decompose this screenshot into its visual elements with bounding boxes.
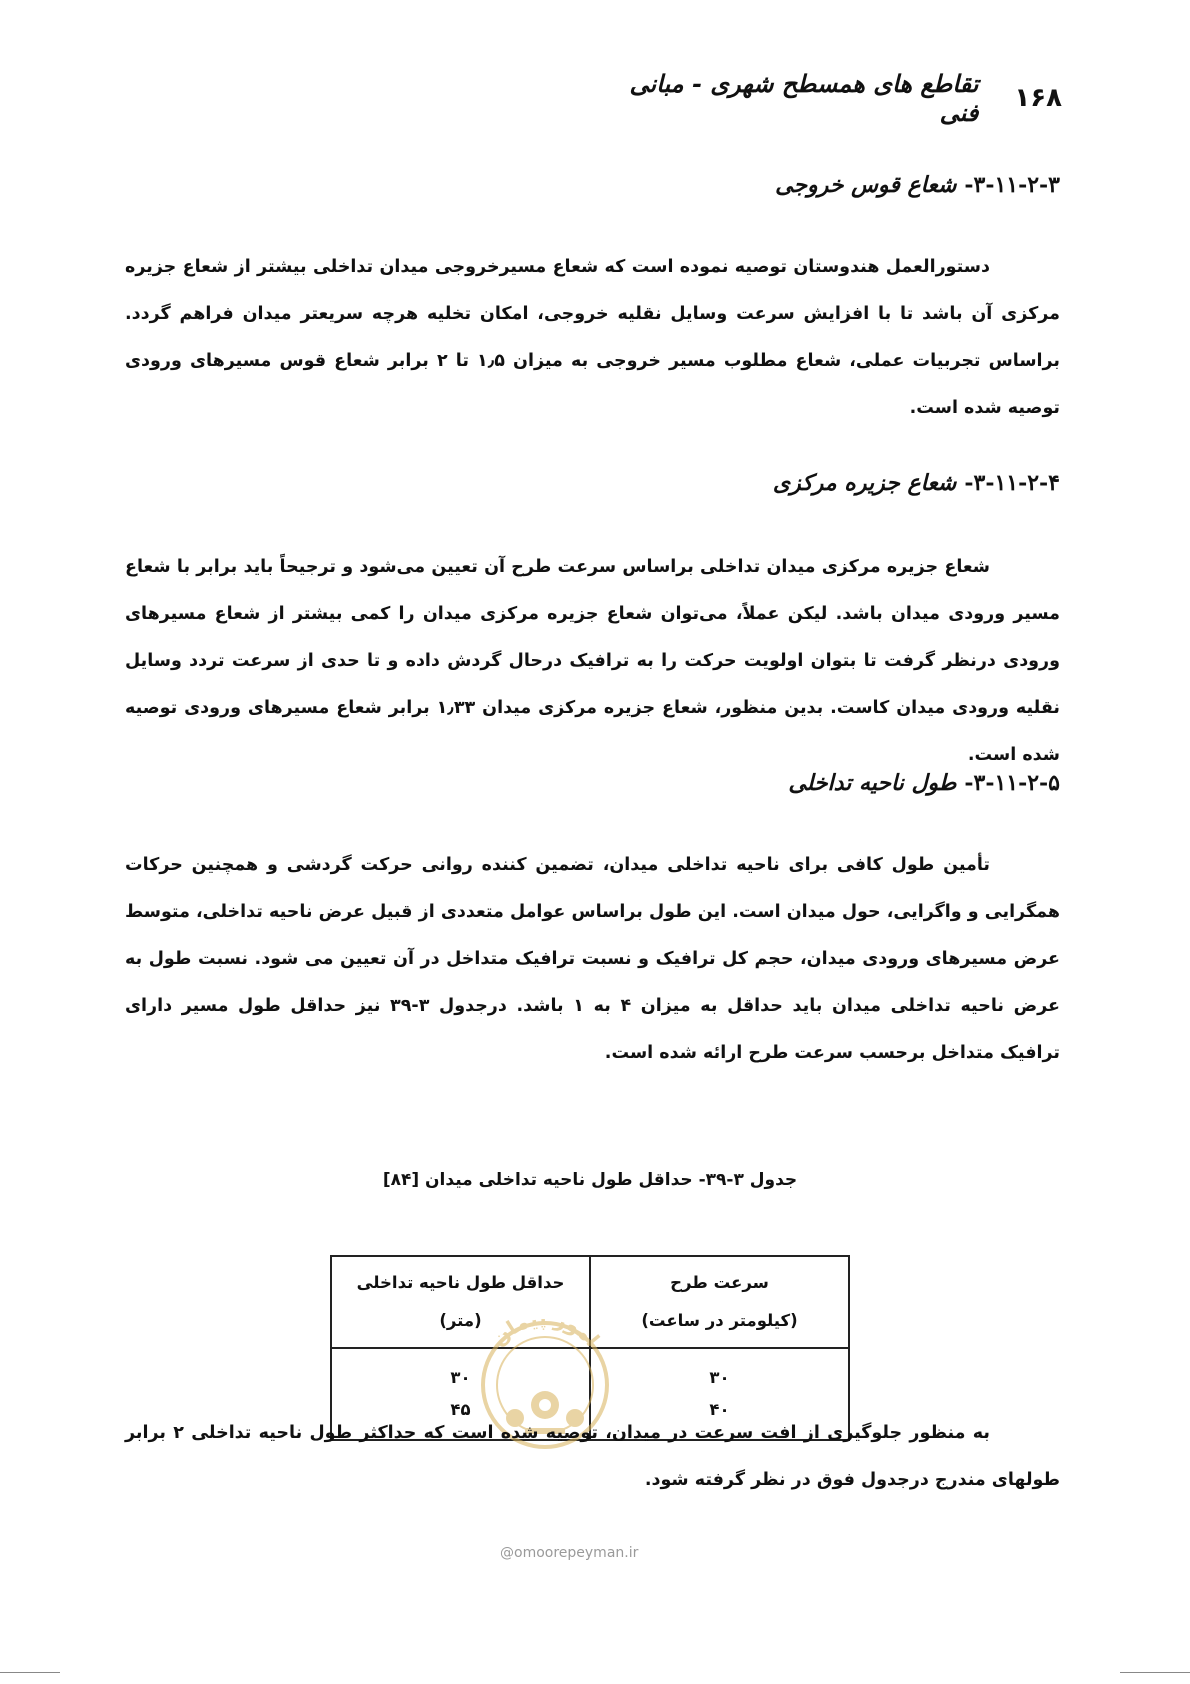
header-unit: (کیلومتر در ساعت)	[641, 1311, 798, 1330]
watermark-url: @omoorepeyman.ir	[500, 1545, 639, 1561]
page-number: ۱۶۸	[1014, 83, 1062, 113]
paragraph-exit-radius: دستورالعمل هندوستان توصیه نموده است که شعاع مسیرخروجی میدان تداخلی بیشتر از شعاع جزیره مرکزی آن باشد تا با افزایش سرعت وسایل نقلیه خروجی، امکان تخلیه هرچه سریعتر میدان فراهم گردد. براساس تجربیات عملی، شعاع مطلوب مسیر خروجی به میزان ۱٫۵ تا ۲ برابر شعاع قوس مسیرهای ورودی توصیه شده است.	[125, 257, 1061, 418]
section-title: شعاع قوس خروجی	[775, 172, 957, 198]
paragraph-closing: به منظور جلوگیری از افت سرعت در میدان، توصیه شده است که حداکثر طول ناحیه تداخلی ۲ برابر طولهای مندرج درجدول فوق در نظر گرفته شود.	[125, 1423, 1060, 1490]
running-head	[620, 69, 1062, 127]
header-line: حداقل طول ناحیه تداخلی	[356, 1273, 565, 1292]
section-heading-3-11-2-3	[775, 172, 1060, 198]
footer-rule-left	[0, 1672, 60, 1673]
running-title: تقاطع های همسطح شهری - مبانی فنی	[629, 69, 979, 127]
cell-length: ۳۰	[331, 1348, 590, 1393]
cell-speed: ۳۰	[590, 1348, 849, 1393]
section-number: ۳-۱۱-۲-۵-	[964, 770, 1060, 796]
section-title: طول ناحیه تداخلی	[788, 770, 957, 796]
section-heading-3-11-2-4	[773, 470, 1060, 496]
cell-length: ۴۵	[331, 1393, 590, 1440]
paragraph-central-island-radius: شعاع جزیره مرکزی میدان تداخلی براساس سرعت طرح آن تعیین می‌شود و ترجیحاً باید برابر با شعاع مسیر ورودی میدان باشد. لیکن عملاً، می‌توان شعاع جزیره مرکزی میدان را کمی بیشتر از شعاع مسیرهای ورودی درنظر گرفت تا بتوان اولویت حرکت را به ترافیک درحال گردش داده و تا حدی از سرعت تردد وسایل نقلیه ورودی میدان کاست. بدین منظور، شعاع جزیره مرکزی میدان ۱٫۳۳ برابر شعاع مسیرهای ورودی توصیه شده است.	[125, 557, 1060, 765]
cell-speed: ۴۰	[590, 1393, 849, 1440]
section-number: ۳-۱۱-۲-۳-	[964, 172, 1060, 198]
section-heading-3-11-2-5	[788, 770, 1060, 796]
section-number: ۳-۱۱-۲-۴-	[964, 470, 1060, 496]
svg-text:امور پیمان: امور پیمان	[486, 1305, 605, 1351]
section-title: شعاع جزیره مرکزی	[772, 470, 957, 496]
table-caption: جدول ۳-۳۹- حداقل طول ناحیه تداخلی میدان [۸۴]	[382, 1170, 798, 1190]
header-design-speed	[590, 1256, 849, 1348]
header-line: سرعت طرح	[670, 1273, 769, 1292]
header-unit: (متر)	[439, 1311, 482, 1330]
footer-rule-right	[1120, 1672, 1190, 1673]
paragraph-weaving-length: تأمین طول کافی برای ناحیه تداخلی میدان، تضمین کننده روانی حرکت گردشی و همچنین حرکات همگرایی و واگرایی، حول میدان است. این طول براساس عوامل متعددی از قبیل عرض ناحیه تداخلی، متوسط عرض مسیرهای ورودی میدان، حجم کل ترافیک و نسبت ترافیک متداخل در آن تعیین می شود. نسبت طول به عرض ناحیه تداخلی میدان باید حداقل به میزان ۴ به ۱ باشد. درجدول ۳-۳۹ نیز حداقل طول مسیر دارای ترافیک متداخل برحسب سرعت طرح ارائه شده است.	[125, 855, 1060, 1063]
